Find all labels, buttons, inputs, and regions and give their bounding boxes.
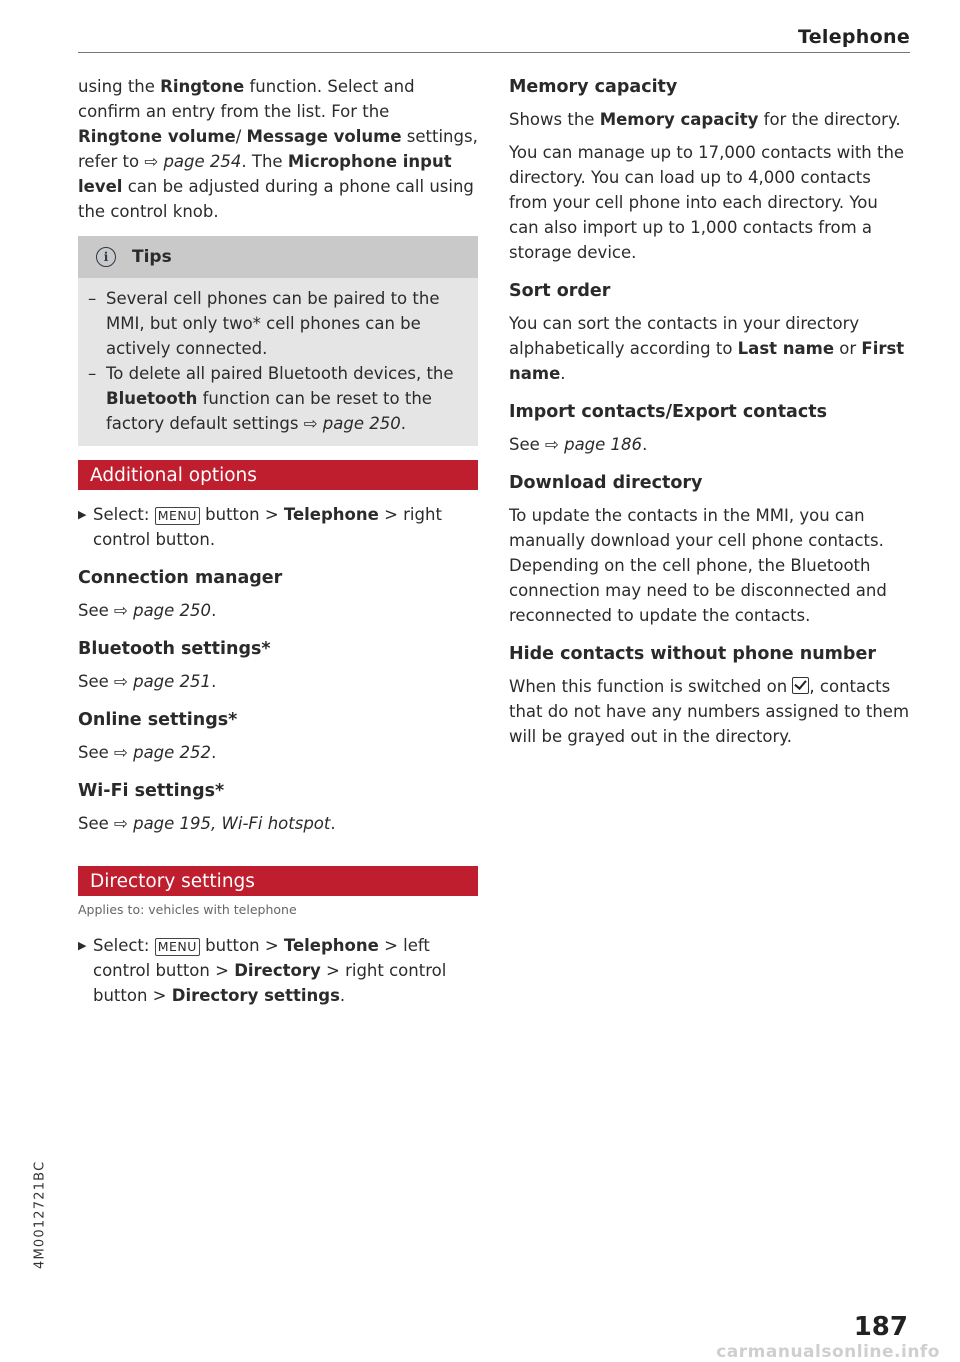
subheading-import-export: Import contacts/Export contacts bbox=[509, 402, 828, 422]
page-number: 187 bbox=[853, 1312, 908, 1342]
subheading-hide-contacts: Hide contacts without phone number bbox=[509, 644, 876, 664]
menu-key: MENU bbox=[155, 938, 200, 956]
see-reference: See ⇨ page 250. bbox=[78, 601, 217, 620]
header-rule bbox=[78, 52, 910, 53]
subheading-memory-capacity: Memory capacity bbox=[509, 77, 678, 97]
checkbox-checked-icon bbox=[792, 677, 809, 694]
instruction-step: ▶ Select: MENU button > Telephone > left control button > Directory > right control button > Directory settings. bbox=[78, 933, 478, 1008]
see-reference: See ⇨ page 251. bbox=[78, 672, 217, 691]
subheading-online-settings: Online settings* bbox=[78, 710, 238, 730]
tips-box bbox=[78, 236, 478, 446]
see-reference: See ⇨ page 186. bbox=[509, 435, 648, 454]
page-ref-link[interactable]: ⇨ page 186 bbox=[545, 435, 643, 454]
subheading-connection-manager: Connection manager bbox=[78, 568, 283, 588]
download-paragraph: To update the contacts in the MMI, you can manually download your cell phone contacts. Depending on the cell phone, the Bluetooth connection may need to be disconnected and reconnected to update the contacts. bbox=[509, 506, 887, 625]
tips-header bbox=[78, 236, 478, 278]
hide-contacts-paragraph: When this function is switched on , contacts that do not have any numbers assigned to them will be grayed out in the directory. bbox=[509, 677, 910, 746]
page-ref-link[interactable]: ⇨ page 195, Wi-Fi hotspot bbox=[114, 814, 331, 833]
tips-title: Tips bbox=[132, 247, 172, 267]
left-column bbox=[78, 74, 478, 1016]
tips-list bbox=[78, 286, 478, 436]
sort-paragraph: You can sort the contacts in your directory alphabetically according to Last name or First name. bbox=[509, 314, 905, 383]
step-triangle-icon: ▶ bbox=[78, 508, 87, 521]
running-header-title: Telephone bbox=[797, 26, 910, 48]
right-column bbox=[509, 75, 911, 757]
memory-paragraph: Shows the Memory capacity for the directory. bbox=[509, 110, 901, 129]
section-heading-additional-options: Additional options bbox=[78, 460, 478, 490]
page-ref-link[interactable]: ⇨ page 254 bbox=[144, 152, 242, 171]
subheading-bluetooth-settings: Bluetooth settings* bbox=[78, 639, 271, 659]
page-ref-link[interactable]: ⇨ page 251 bbox=[114, 672, 212, 691]
see-reference: See ⇨ page 195, Wi-Fi hotspot. bbox=[78, 814, 336, 833]
subheading-download-directory: Download directory bbox=[509, 473, 703, 493]
applies-to-note: Applies to: vehicles with telephone bbox=[78, 902, 297, 917]
memory-detail-paragraph: You can manage up to 17,000 contacts with the directory. You can load up to 4,000 contacts from your cell phone into each directory. You can also import up to 1,000 contacts from a storage device. bbox=[509, 143, 905, 262]
section-heading-directory-settings: Directory settings bbox=[78, 866, 478, 896]
page-ref-link[interactable]: ⇨ page 250 bbox=[114, 601, 212, 620]
page-ref-link[interactable]: ⇨ page 252 bbox=[114, 743, 212, 762]
intro-paragraph: using the Ringtone function. Select and confirm an entry from the list. For the Ringtone volume/ Message volume settings, refer to ⇨ page 254. The Microphone input level can be adjusted during a phone call using the control knob. bbox=[78, 77, 478, 221]
subheading-wifi-settings: Wi-Fi settings* bbox=[78, 781, 225, 801]
subheading-sort-order: Sort order bbox=[509, 281, 611, 301]
page-ref-link[interactable]: ⇨ page 250 bbox=[303, 414, 401, 433]
see-reference: See ⇨ page 252. bbox=[78, 743, 217, 762]
info-icon: i bbox=[96, 247, 116, 267]
watermark: carmanualsonline.info bbox=[716, 1342, 940, 1362]
tips-item: – To delete all paired Bluetooth devices, the Bluetooth function can be reset to the factory default settings ⇨ page 250. bbox=[88, 361, 460, 436]
menu-key: MENU bbox=[155, 507, 200, 525]
tips-item: – Several cell phones can be paired to the MMI, but only two* cell phones can be actively connected. bbox=[88, 286, 460, 361]
instruction-step: ▶ Select: MENU button > Telephone > right control button. bbox=[78, 502, 478, 552]
step-triangle-icon: ▶ bbox=[78, 939, 87, 952]
document-code: 4M0012721BC bbox=[32, 1160, 48, 1270]
